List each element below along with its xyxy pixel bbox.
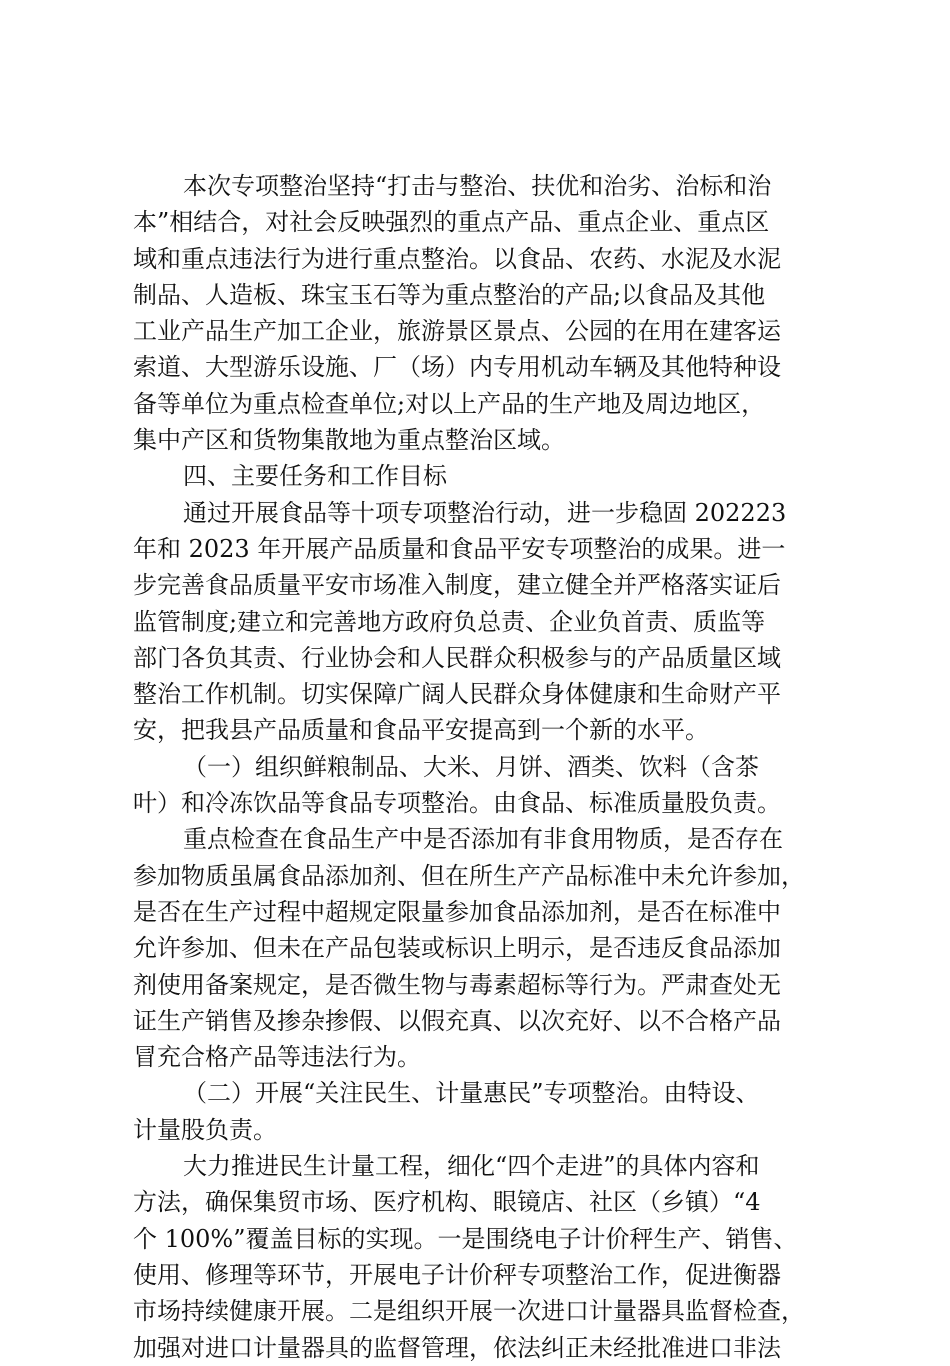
subsection-heading: （一）组织鲜粮制品、大米、月饼、酒类、饮料（含茶 [183, 752, 759, 781]
subsection-heading: （二）开展“关注民生、计量惠民”专项整治。由特设、 [183, 1079, 760, 1108]
section-heading: 四、主要任务和工作目标 [183, 462, 447, 491]
paragraph-line: 重点检查在食品生产中是否添加有非食用物质，是否存在 [183, 825, 783, 854]
paragraph-line: 年和 2023 年开展产品质量和食品平安专项整治的成果。进一 [133, 534, 786, 563]
paragraph-line: 监管制度;建立和完善地方政府负总责、企业负首责、质监等 [133, 607, 766, 636]
paragraph-line: 计量股负责。 [133, 1115, 277, 1144]
paragraph-line: 是否在生产过程中超规定限量参加食品添加剂，是否在标准中 [133, 897, 781, 926]
paragraph-line: 剂使用备案规定，是否微生物与毒素超标等行为。严肃查处无 [133, 970, 781, 999]
paragraph-line: 叶）和冷冻饮品等食品专项整治。由食品、标准质量股负责。 [133, 789, 781, 818]
paragraph-line: 使用、修理等环节，开展电子计价秤专项整治工作，促进衡器 [133, 1260, 781, 1289]
paragraph-line: 工业产品生产加工企业，旅游景区景点、公园的在用在建客运 [133, 317, 781, 346]
paragraph-line: 允许参加、但未在产品包装或标识上明示，是否违反食品添加 [133, 934, 781, 963]
paragraph-line: 大力推进民生计量工程，细化“四个走进”的具体内容和 [183, 1152, 760, 1181]
document-body [133, 168, 823, 1366]
paragraph-line: 本次专项整治坚持“打击与整治、扶优和治劣、治标和治 [183, 172, 772, 200]
paragraph-line: 加强对进口计量器具的监督管理，依法纠正未经批准进口非法 [133, 1333, 781, 1362]
paragraph-line: 证生产销售及掺杂掺假、以假充真、以次充好、以不合格产品 [133, 1006, 781, 1035]
paragraph-line: 域和重点违法行为进行重点整治。以食品、农药、水泥及水泥 [133, 244, 781, 273]
paragraph-line: 集中产区和货物集散地为重点整治区域。 [133, 426, 565, 455]
paragraph-line: 部门各负其责、行业协会和人民群众积极参与的产品质量区域 [133, 643, 781, 672]
paragraph-line: 通过开展食品等十项专项整治行动，进一步稳固 202223 [183, 498, 787, 527]
paragraph-line: 备等单位为重点检查单位;对以上产品的生产地及周边地区， [133, 389, 766, 418]
paragraph-line: 方法，确保集贸市场、医疗机构、眼镜店、社区（乡镇）“4 [133, 1188, 761, 1217]
paragraph-line: 整治工作机制。切实保障广阔人民群众身体健康和生命财产平 [133, 680, 781, 709]
paragraph-line: 冒充合格产品等违法行为。 [133, 1043, 421, 1072]
paragraph-line: 本”相结合，对社会反映强烈的重点产品、重点企业、重点区 [133, 208, 770, 237]
paragraph-line: 索道、大型游乐设施、厂（场）内专用机动车辆及其他特种设 [133, 353, 781, 382]
paragraph-line: 个 100%”覆盖目标的实现。一是围绕电子计价秤生产、销售、 [133, 1224, 798, 1253]
paragraph-line: 制品、人造板、珠宝玉石等为重点整治的产品;以食品及其他 [133, 280, 766, 309]
paragraph-line: 步完善食品质量平安市场准入制度，建立健全并严格落实证后 [133, 571, 781, 600]
paragraph-line: 参加物质虽属食品添加剂、但在所生产产品标准中未允许参加， [133, 861, 805, 890]
paragraph-line: 安，把我县产品质量和食品平安提高到一个新的水平。 [133, 716, 709, 745]
paragraph-line: 市场持续健康开展。二是组织开展一次进口计量器具监督检查， [133, 1297, 805, 1326]
